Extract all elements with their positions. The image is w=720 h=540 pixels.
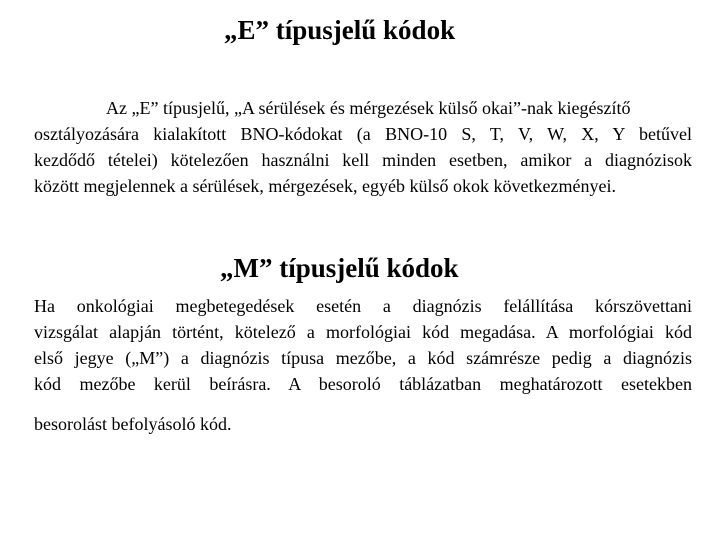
paragraph-line: között megjelennek a sérülések, mérgezések, egyéb külső okok következményei.	[34, 176, 616, 196]
paragraph-line: besorolást befolyásoló kód.	[34, 414, 232, 434]
paragraph-e-codes	[34, 95, 692, 199]
paragraph-line: kód mezőbe kerül beírásra. A besoroló táblázatban meghatározott esetekben	[34, 374, 692, 394]
paragraph-m-codes	[34, 293, 692, 437]
paragraph-line: vizsgálat alapján történt, kötelező a morfológiai kód megadása. A morfológiai kód	[34, 322, 692, 342]
paragraph-line: Az „E” típusjelű, „A sérülések és mérgezések külső okai”-nak kiegészítő	[106, 98, 631, 118]
paragraph-line: Ha onkológiai megbetegedések esetén a diagnózis felállítása kórszövettani	[34, 296, 692, 316]
heading-e-codes: „E” típusjelű kódok	[224, 15, 456, 45]
paragraph-line: első jegye („M”) a diagnózis típusa mezőbe, a kód számrésze pedig a diagnózis	[34, 348, 692, 368]
heading-m-codes: „M” típusjelű kódok	[220, 253, 459, 283]
paragraph-line: kezdődő tételei) kötelezően használni kell minden esetben, amikor a diagnózisok	[34, 150, 692, 170]
paragraph-line: osztályozására kialakított BNO-kódokat (a BNO-10 S, T, V, W, X, Y betűvel	[34, 124, 692, 144]
